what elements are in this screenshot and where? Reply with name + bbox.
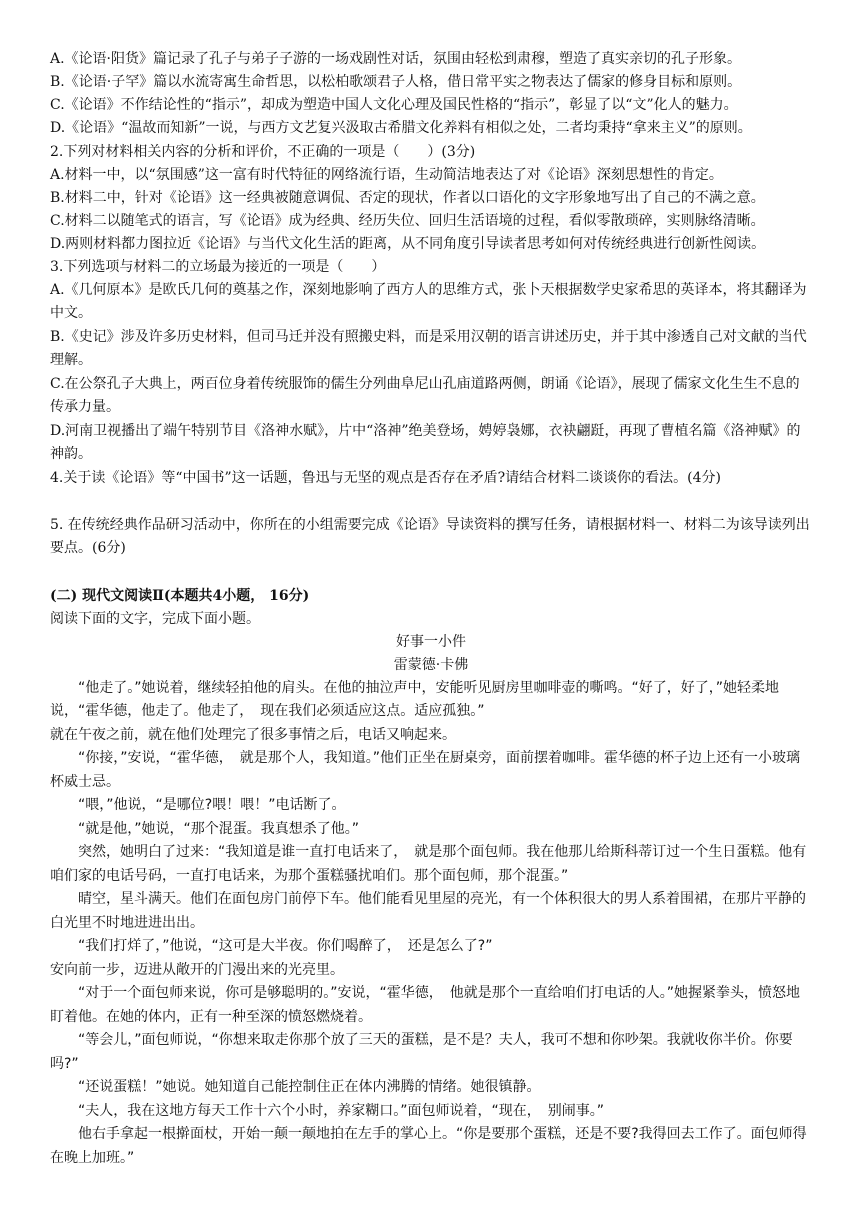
- q2-option-d: D.两则材料都力图拉近《论语》与当代文化生活的距离，从不同角度引导读者思考如何对传统经典进行创新性阅读。: [50, 235, 766, 252]
- story-paragraph: 就在午夜之前，就在他们处理完了很多事情之后，电话又响起来。: [50, 726, 456, 743]
- q2-option-c: C.材料二以随笔式的语言，写《论语》成为经典、经历失位、回归生活语境的过程，看似零散琐碎，实则脉络清晰。: [50, 212, 765, 229]
- answer-space: [50, 490, 812, 514]
- story-paragraph: “夫人，我在这地方每天工作十六个小时，养家糊口。”面包师说着，“现在， 别闹事。”: [78, 1102, 605, 1119]
- story-paragraph: “我们打烊了，”他说，“这可是大半夜。你们喝醉了， 还是怎么了?”: [78, 938, 493, 954]
- q1-option-d: D.《论语》“温故而知新”一说，与西方文艺复兴汲取古希腊文化养料有相似之处，二者均秉持“拿来主义”的原则。: [50, 120, 752, 136]
- q3-option-b: B.《史记》涉及许多历史材料，但司马迁并没有照搬史料，而是采用汉朝的语言讲述历史，并于其中渗透自己对文献的当代理解。: [50, 328, 807, 368]
- q1-option-a: A.《论语·阳货》篇记录了孔子与弟子子游的一场戏剧性对话，氛围由轻松到肃穆，塑造了真实亲切的孔子形象。: [50, 51, 742, 67]
- story-paragraph: “他走了。”她说着，继续轻拍他的肩头。在他的抽泣声中，安能听见厨房里咖啡壶的嘶鸣。“好了，好了，”她轻柔地说，“霍华德，他走了。他走了， 现在我们必须适应这点。适应孤独。”: [50, 679, 780, 719]
- story-paragraph: “还说蛋糕！”她说。她知道自己能控制住正在体内沸腾的情绪。她很镇静。: [78, 1079, 541, 1095]
- q3-option-a: A.《几何原本》是欧氏几何的奠基之作，深刻地影响了西方人的思维方式，张卜天根据数学史家希思的英译本，将其翻译为中文。: [50, 281, 807, 321]
- q3-option-d: D.河南卫视播出了端午特别节目《洛神水赋》，片中“洛神”绝美登场，娉婷袅娜，衣袂翩跹，再现了曹植名篇《洛神赋》的神韵。: [50, 422, 801, 462]
- answer-space: [50, 561, 812, 585]
- story-title: 好事一小件: [396, 633, 466, 650]
- story-paragraph: “喂，”他说，“是哪位?喂！喂！”电话断了。: [78, 797, 346, 813]
- section-instruction: 阅读下面的文字，完成下面小题。: [50, 610, 260, 627]
- q1-option-b: B.《论语·子罕》篇以水流寄寓生命哲思，以松柏歌颂君子人格，借日常平实之物表达了儒家的修身目标和原则。: [50, 74, 742, 90]
- exam-page: [50, 48, 812, 1170]
- q3-option-c: C.在公祭孔子大典上，两百位身着传统服饰的儒生分列曲阜尼山孔庙道路两侧，朗诵《论语》，展现了儒家文化生生不息的传承力量。: [50, 375, 800, 415]
- story-paragraph: “你接，”安说，“霍华德， 就是那个人，我知道。”他们正坐在厨桌旁，面前摆着咖啡。霍华德的杯子边上还有一小玻璃杯威士忌。: [50, 750, 801, 790]
- q2-option-a: A.材料一中，以“氛围感”这一富有时代特征的网络流行语，生动简洁地表达了对《论语》深刻思想性的肯定。: [50, 166, 723, 183]
- q4: 4.关于读《论语》等“中国书”这一话题，鲁迅与无坚的观点是否存在矛盾?请结合材料二谈谈你的看法。(4分): [50, 469, 722, 486]
- q1-option-c: C.《论语》不作结论性的“指示”，却成为塑造中国人文化心理及国民性格的“指示”，彰显了以“文”化人的魅力。: [50, 97, 738, 113]
- story-paragraph: “就是他，”她说，“那个混蛋。我真想杀了他。”: [78, 820, 360, 837]
- story-paragraph: “等会儿，”面包师说，“你想来取走你那个放了三天的蛋糕，是不是？夫人，我可不想和你吵架。我就收你半价。你要吗?”: [50, 1032, 793, 1072]
- q5: 5. 在传统经典作品研习活动中，你所在的小组需要完成《论语》导读资料的撰写任务，请根据材料一、材料二为该导读列出要点。(6分): [50, 516, 810, 556]
- story-paragraph: “对于一个面包师来说，你可是够聪明的。”安说，“霍华德， 他就是那个一直给咱们打电话的人。”她握紧拳头，愤怒地盯着他。在她的体内，正有一种至深的愤怒燃烧着。: [50, 985, 801, 1025]
- q3-stem: 3.下列选项与材料二的立场最为接近的一项是（ ）: [50, 258, 386, 275]
- q2-stem: 2.下列对材料相关内容的分析和评价，不正确的一项是（ ）(3分): [50, 143, 476, 160]
- story-paragraph: 突然，她明白了过来：“我知道是谁一直打电话来了， 就是那个面包师。我在他那儿给斯科蒂订过一个生日蛋糕。他有咱们家的电话号码，一直打电话来，为那个蛋糕骚扰咱们。那个面包师，那个混蛋。”: [50, 844, 807, 884]
- q2-option-b: B.材料二中，针对《论语》这一经典被随意调侃、否定的现状，作者以口语化的文字形象地写出了自己的不满之意。: [50, 189, 765, 206]
- story-author: 雷蒙德·卡佛: [393, 656, 469, 673]
- story-paragraph: 晴空，星斗满天。他们在面包房门前停下车。他们能看见里屋的亮光，有一个体积很大的男人系着围裙，在那片平静的白光里不时地进进出出。: [50, 891, 806, 931]
- story-body: [50, 677, 812, 1171]
- story-paragraph: 他右手拿起一根擀面杖，开始一颠一颠地拍在左手的掌心上。“你是要那个蛋糕，还是不要?我得回去工作了。面包师得在晚上加班。”: [50, 1126, 807, 1166]
- story-paragraph: 安向前一步，迈进从敞开的门漫出来的光亮里。: [50, 961, 344, 978]
- section-heading: (二) 现代文阅读Ⅱ(本题共4小题， 16分): [50, 587, 310, 604]
